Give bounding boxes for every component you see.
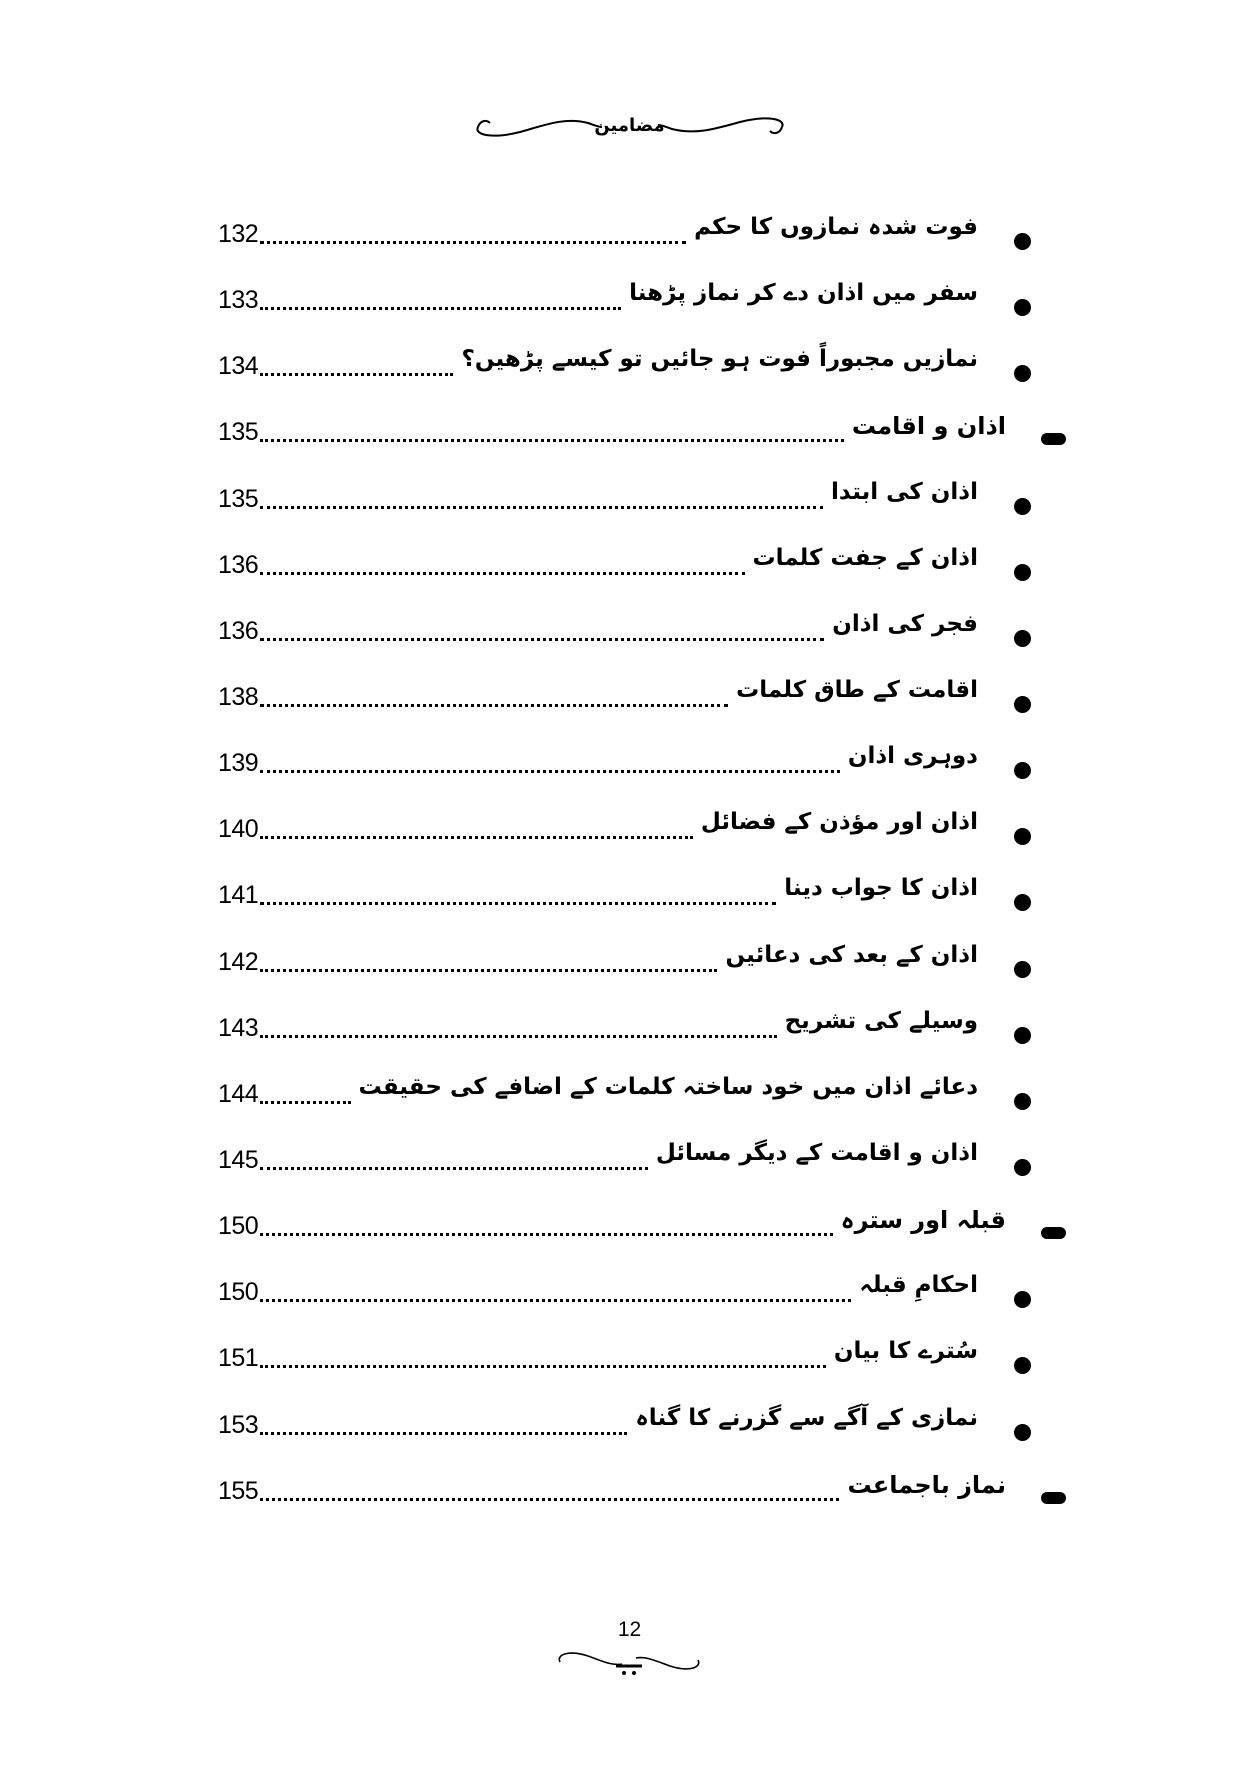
toc-entry-row[interactable]	[214, 342, 1048, 408]
toc-entry-title: اقامت کے طاق کلمات	[736, 676, 978, 703]
toc-page-number: 145	[218, 1145, 259, 1174]
toc-page-number: 136	[218, 550, 259, 579]
toc-entry-row[interactable]	[214, 1401, 1048, 1467]
toc-section-row[interactable]	[214, 408, 1048, 474]
bullet-icon	[1014, 233, 1031, 250]
bullet-icon	[1014, 1159, 1031, 1176]
toc-page-number: 135	[218, 418, 259, 447]
toc-entry-row[interactable]	[214, 475, 1048, 541]
toc-entry-title: اذان کی ابتدا	[831, 478, 978, 505]
dot-leader	[260, 836, 693, 839]
toc-entry-title: اذان و اقامت	[851, 412, 1006, 441]
toc-entry-title: دعائے اذان میں خود ساختہ کلمات کے اضافے کی حقیقت	[358, 1073, 978, 1100]
toc-entry-row[interactable]	[214, 673, 1048, 739]
dot-leader	[260, 506, 823, 509]
toc-entry-title: نمازی کے آگے سے گزرنے کا گناہ	[635, 1404, 978, 1431]
toc-entry-row[interactable]	[214, 541, 1048, 607]
toc-page-number: 150	[218, 1212, 259, 1241]
toc-entry-row[interactable]	[214, 938, 1048, 1004]
bullet-icon	[1014, 762, 1031, 779]
dot-leader	[260, 638, 824, 641]
toc-entry-row[interactable]	[214, 210, 1048, 276]
toc-entry-title: قبلہ اور سترہ	[840, 1206, 1006, 1235]
bullet-icon	[1014, 894, 1031, 911]
bullet-icon	[1014, 696, 1031, 713]
footer-ornament-icon	[554, 1644, 704, 1678]
toc-entry-row[interactable]	[214, 607, 1048, 673]
dot-leader	[260, 572, 744, 575]
page-title: مضامین	[594, 115, 665, 136]
toc-entry-row[interactable]	[214, 1136, 1048, 1202]
toc-page-number: 140	[218, 815, 259, 844]
toc-entry-row[interactable]	[214, 871, 1048, 937]
toc-entry-row[interactable]	[214, 1334, 1048, 1400]
toc-entry-title: نماز باجماعت	[847, 1470, 1006, 1499]
bullet-icon	[1014, 961, 1031, 978]
toc-entry-title: اذان و اقامت کے دیگر مسائل	[655, 1139, 978, 1166]
dot-leader	[260, 439, 844, 442]
toc-entry-title: وسیلے کی تشریح	[784, 1007, 978, 1034]
dot-leader	[260, 770, 840, 773]
dot-leader	[260, 1035, 776, 1038]
toc-page-number: 155	[218, 1476, 259, 1505]
toc-page-number: 141	[218, 881, 259, 910]
toc-entry-title: سُترے کا بیان	[833, 1338, 978, 1365]
dot-leader	[260, 1167, 648, 1170]
dot-leader	[260, 902, 776, 905]
toc-entry-row[interactable]	[214, 805, 1048, 871]
bullet-icon	[1014, 365, 1031, 382]
bullet-icon	[1014, 1027, 1031, 1044]
toc-page-number: 134	[218, 352, 259, 381]
toc-page-number: 139	[218, 749, 259, 778]
toc-page-number: 153	[218, 1410, 259, 1439]
toc-entry-title: اذان کے جفت کلمات	[752, 544, 978, 571]
toc-entry-title: اذان اور مؤذن کے فضائل	[700, 809, 978, 836]
dot-leader	[260, 1101, 350, 1104]
toc-section-row[interactable]	[214, 1202, 1048, 1268]
toc-page-number: 143	[218, 1013, 259, 1042]
dot-leader	[260, 1432, 627, 1435]
toc-page-number: 136	[218, 616, 259, 645]
toc-entry-title: احکامِ قبلہ	[859, 1272, 978, 1299]
bullet-icon	[1014, 564, 1031, 581]
bullet-icon	[1014, 1424, 1031, 1441]
dot-leader	[260, 373, 453, 376]
toc-entry-title: نمازیں مجبوراً فوت ہو جائیں تو کیسے پڑھیں؟	[461, 346, 978, 373]
bullet-icon	[1014, 1093, 1031, 1110]
toc-entry-title: دوہری اذان	[847, 743, 978, 770]
toc-page-number: 135	[218, 484, 259, 513]
bullet-icon	[1014, 828, 1031, 845]
toc-entry-row[interactable]	[214, 1070, 1048, 1136]
page-footer	[0, 1618, 1259, 1688]
bullet-icon	[1014, 498, 1031, 515]
dot-leader	[260, 241, 686, 244]
toc-entry-title: فوت شدہ نمازوں کا حکم	[694, 214, 978, 240]
dot-leader	[260, 1299, 851, 1302]
toc-entry-row[interactable]	[214, 276, 1048, 342]
toc-page-number: 132	[218, 220, 259, 248]
bullet-icon	[1014, 299, 1031, 316]
toc-page-number: 133	[218, 286, 259, 315]
toc-entry-title: اذان کے بعد کی دعائیں	[725, 941, 978, 968]
table-of-contents	[214, 210, 1048, 1533]
toc-page-number: 150	[218, 1278, 259, 1307]
dot-leader	[260, 704, 728, 707]
dot-leader	[260, 1498, 839, 1501]
toc-entry-row[interactable]	[214, 739, 1048, 805]
toc-entry-title: اذان کا جواب دینا	[784, 875, 978, 902]
bullet-icon	[1014, 630, 1031, 647]
section-bullet-icon	[1041, 1492, 1066, 1504]
toc-page-number: 151	[218, 1344, 259, 1373]
toc-entry-row[interactable]	[214, 1268, 1048, 1334]
dot-leader	[260, 1365, 826, 1368]
dot-leader	[260, 969, 717, 972]
toc-page-number: 138	[218, 682, 259, 711]
section-bullet-icon	[1041, 1227, 1066, 1239]
page-number: 12	[617, 1618, 642, 1641]
dot-leader	[260, 307, 621, 310]
toc-page-number: 142	[218, 947, 259, 976]
toc-page-number: 144	[218, 1079, 259, 1108]
toc-entry-title: فجر کی اذان	[832, 610, 978, 637]
section-bullet-icon	[1041, 433, 1066, 445]
bullet-icon	[1014, 1291, 1031, 1308]
page-header	[0, 105, 1259, 165]
toc-entry-title: سفر میں اذان دے کر نماز پڑھنا	[629, 280, 978, 307]
toc-section-row[interactable]	[214, 1467, 1048, 1533]
dot-leader	[260, 1233, 832, 1236]
bullet-icon	[1014, 1357, 1031, 1374]
toc-entry-row[interactable]	[214, 1004, 1048, 1070]
